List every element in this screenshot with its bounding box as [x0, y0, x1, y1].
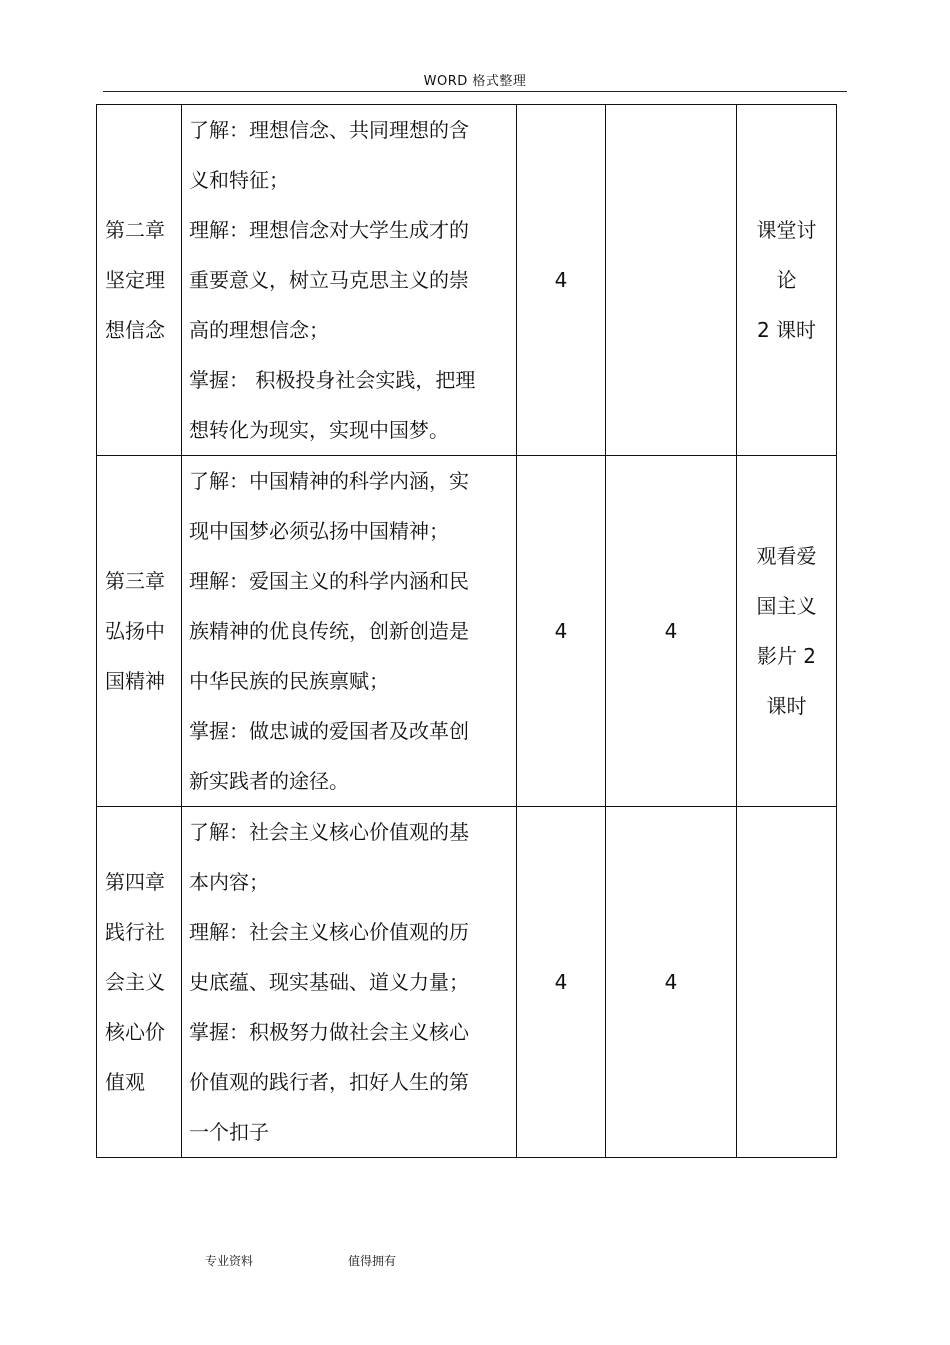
content-cell — [182, 807, 517, 1158]
chapter-line: 坚定理 — [105, 268, 165, 292]
chapter-line: 核心价 — [105, 1020, 165, 1044]
note-line: 论 — [776, 268, 797, 292]
practice-hours-cell: 4 — [606, 456, 737, 807]
note-cell — [737, 456, 837, 807]
chapter-cell — [97, 105, 182, 456]
chapter-line: 弘扬中 — [105, 619, 165, 643]
content-line: 史底蕴、现实基础、道义力量； — [189, 970, 469, 994]
content-line: 一个扣子 — [189, 1120, 269, 1144]
table-row — [97, 456, 837, 807]
content-line: 掌握：做忠诚的爱国者及改革创 — [189, 719, 469, 743]
note-line: 观看爱 — [756, 544, 817, 568]
content-line: 了解：理想信念、共同理想的含 — [189, 118, 469, 142]
practice-hours-cell — [606, 105, 737, 456]
note-line: 2 课时 — [756, 318, 817, 342]
content-line: 理解：爱国主义的科学内涵和民 — [189, 569, 469, 593]
chapter-line: 国精神 — [105, 669, 165, 693]
chapter-line: 想信念 — [105, 318, 165, 342]
note-line: 课堂讨 — [756, 218, 817, 242]
note-cell — [737, 807, 837, 1158]
chapter-cell — [97, 807, 182, 1158]
page-header: WORD 格式整理 — [423, 74, 527, 89]
table-row — [97, 807, 837, 1158]
header-rule — [103, 91, 847, 92]
content-line: 重要意义，树立马克思主义的崇 — [189, 268, 469, 292]
lecture-hours-cell: 4 — [517, 456, 606, 807]
chapter-cell — [97, 456, 182, 807]
table-row — [97, 105, 837, 456]
content-line: 中华民族的民族禀赋； — [189, 669, 389, 693]
footer-left-text: 专业资料 — [205, 1254, 254, 1268]
chapter-line: 践行社 — [105, 920, 165, 944]
content-line: 现中国梦必须弘扬中国精神； — [189, 519, 449, 543]
content-line: 理解：社会主义核心价值观的历 — [189, 920, 469, 944]
content-line: 本内容； — [189, 870, 269, 894]
chapter-line: 第三章 — [105, 569, 165, 593]
note-line: 国主义 — [756, 594, 817, 618]
practice-hours-cell: 4 — [606, 807, 737, 1158]
content-line: 高的理想信念； — [189, 318, 329, 342]
note-line: 影片 2 — [756, 644, 817, 668]
content-line: 理解：理想信念对大学生成才的 — [189, 218, 469, 242]
chapter-line: 会主义 — [105, 970, 165, 994]
content-cell — [182, 456, 517, 807]
note-line: 课时 — [766, 694, 807, 718]
course-table — [96, 104, 837, 1158]
content-line: 族精神的优良传统，创新创造是 — [189, 619, 469, 643]
content-line: 义和特征； — [189, 168, 289, 192]
chapter-line: 值观 — [105, 1070, 145, 1094]
footer-right-text: 值得拥有 — [348, 1254, 397, 1268]
lecture-hours-cell: 4 — [517, 105, 606, 456]
chapter-line: 第二章 — [105, 218, 165, 242]
note-cell — [737, 105, 837, 456]
content-cell — [182, 105, 517, 456]
content-line: 新实践者的途径。 — [189, 769, 349, 793]
content-line: 掌握：积极努力做社会主义核心 — [189, 1020, 469, 1044]
content-line: 想转化为现实，实现中国梦。 — [189, 418, 449, 442]
chapter-line: 第四章 — [105, 870, 165, 894]
content-line: 了解：中国精神的科学内涵，实 — [189, 469, 469, 493]
content-line: 了解：社会主义核心价值观的基 — [189, 820, 469, 844]
content-line: 价值观的践行者，扣好人生的第 — [189, 1070, 469, 1094]
content-line: 掌握： 积极投身社会实践，把理 — [189, 368, 476, 392]
lecture-hours-cell: 4 — [517, 807, 606, 1158]
